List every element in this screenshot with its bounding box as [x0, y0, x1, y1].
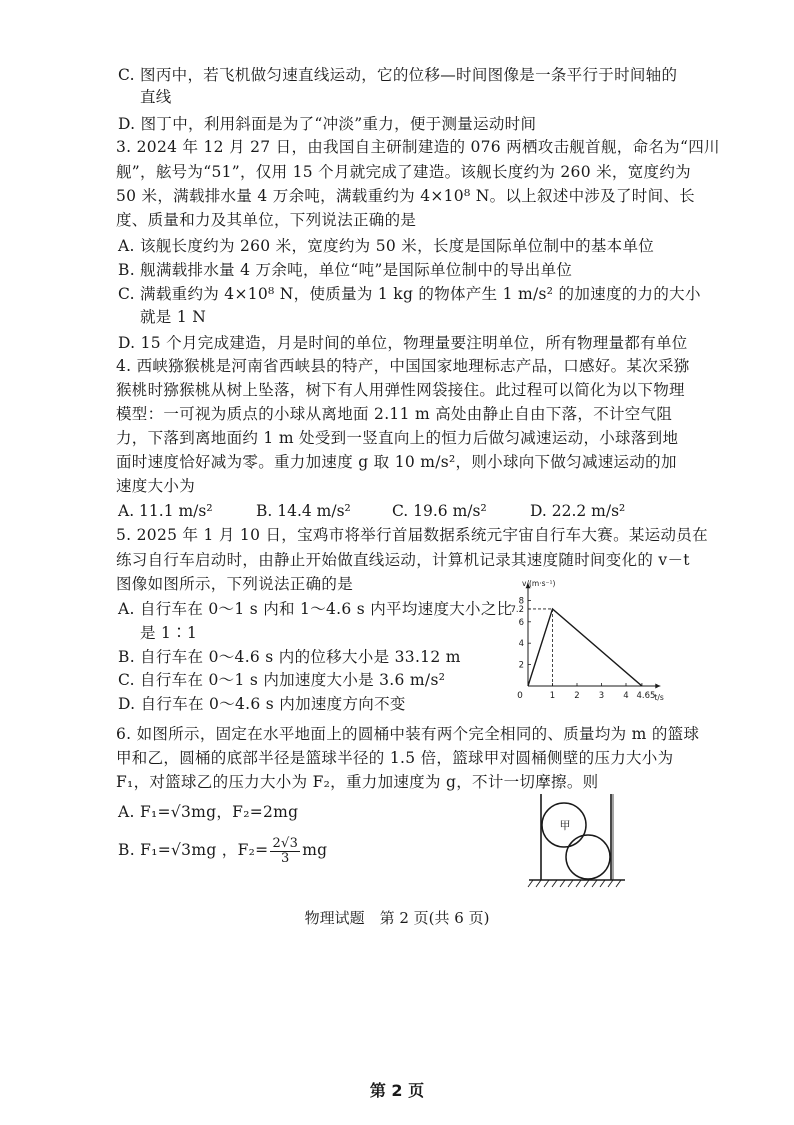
x-tick-label: 4	[623, 691, 629, 701]
page-footer: 物理试题 第 2 页(共 6 页)	[304, 909, 490, 927]
x-axis-label: t/s	[654, 693, 664, 702]
q5-option-d: D. 自行车在 0～4.6 s 内加速度方向不变	[118, 695, 406, 713]
vt-graph	[488, 572, 688, 722]
q5-stem-line3: 图像如图所示，下列说法正确的是	[116, 575, 354, 593]
q4-option-b: B. 14.4 m/s²	[256, 502, 351, 520]
q6-stem-line1: 6. 如图所示，固定在水平地面上的圆桶中装有两个完全相同的、质量均为 m 的篮球	[116, 725, 700, 743]
q3-option-c-line2: 就是 1 N	[140, 308, 207, 326]
q3-stem-line2: 舰”，舷号为“51”，仅用 15 个月就完成了建造。该舰长度约为 260 米，宽度约为	[116, 163, 691, 181]
q6-stem-line3: F₁，对篮球乙的压力大小为 F₂，重力加速度为 g，不计一切摩擦。则	[116, 773, 599, 791]
y-axis-label: v/(m·s⁻¹)	[522, 578, 556, 588]
q4-stem-line6: 速度大小为	[116, 477, 196, 495]
q5-stem-line2: 练习自行车启动时，由静止开始做直线运动，计算机记录其速度随时间变化的 v－t	[116, 551, 690, 569]
q4-option-c: C. 19.6 m/s²	[392, 502, 487, 520]
q3-option-b: B. 舰满载排水量 4 万余吨，单位“吨”是国际单位制中的导出单位	[118, 261, 573, 279]
q6-stem-line2: 甲和乙，圆桶的底部半径是篮球半径的 1.5 倍，篮球甲对圆桶侧壁的压力大小为	[116, 749, 674, 767]
ground-hatching	[528, 880, 621, 887]
q3-stem-line1: 3. 2024 年 12 月 27 日，由我国自主研制建造的 076 两栖攻击舰首舰，命名为“四川	[116, 138, 720, 156]
y-tick-label: 8	[518, 596, 524, 607]
x-tick-label: 4.65	[636, 691, 656, 701]
q6-option-b-suffix: mg	[302, 841, 328, 859]
q4-stem-line3: 模型：一可视为质点的小球从离地面 2.11 m 高处由静止自由下落，不计空气阻	[116, 405, 673, 423]
x-tick-label: 2	[574, 691, 580, 701]
q4-stem-line5: 面时速度恰好减为零。重力加速度 g 取 10 m/s²，则小球向下做匀减速运动的加	[116, 453, 677, 471]
q6-option-b-numerator: 2√3	[272, 835, 299, 851]
cylinder-diagram	[525, 792, 635, 892]
q5-stem-line1: 5. 2025 年 1 月 10 日，宝鸡市将举行首届数据系统元宇宙自行车大赛。某运动员在	[116, 526, 708, 544]
q2-option-c-line2: 直线	[140, 88, 172, 106]
velocity-series-line	[528, 609, 642, 686]
q2-option-c-line1: C. 图丙中，若飞机做匀速直线运动，它的位移—时间图像是一条平行于时间轴的	[118, 66, 678, 84]
q4-stem-line1: 4. 西峡猕猴桃是河南省西峡县的特产，中国国家地理标志产品，口感好。某次采猕	[116, 357, 690, 375]
ball-jia-label: 甲	[559, 819, 571, 832]
q4-option-d: D. 22.2 m/s²	[530, 502, 626, 520]
y-tick-label: 2	[518, 660, 524, 671]
q5-option-c: C. 自行车在 0～1 s 内加速度大小是 3.6 m/s²	[118, 671, 446, 689]
q6-option-b-fraction	[270, 837, 300, 866]
y-tick-label: 6	[518, 617, 524, 628]
q5-option-a-line2: 是 1∶1	[140, 624, 198, 642]
q3-option-a: A. 该舰长度约为 260 米，宽度约为 50 米，长度是国际单位制中的基本单位	[118, 237, 655, 255]
q3-option-c-line1: C. 满载重约为 4×10⁸ N，使质量为 1 kg 的物体产生 1 m/s² 的加速度的力的大小	[118, 285, 701, 303]
x-tick-label: 1	[549, 691, 556, 701]
q4-stem-line2: 猴桃时猕猴桃从树上坠落，树下有人用弹性网袋接住。此过程可以简化为以下物理	[116, 381, 685, 399]
q6-option-b-prefix: B. F₁=√3mg ，F₂=	[118, 841, 269, 859]
q6-option-a: A. F₁=√3mg，F₂=2mg	[118, 803, 299, 821]
q5-option-b: B. 自行车在 0～4.6 s 内的位移大小是 33.12 m	[118, 648, 461, 666]
ball-yi	[566, 835, 610, 879]
x-tick-label: 3	[598, 691, 605, 701]
x-axis-arrow	[655, 684, 660, 689]
q3-option-d: D. 15 个月完成建造，月是时间的单位，物理量要注明单位，所有物理量都有单位	[118, 334, 688, 352]
page-number-label: 第 2 页	[369, 1081, 425, 1100]
y-tick-label: 7.2	[510, 604, 524, 615]
q3-stem-line4: 度、质量和力及其单位，下列说法正确的是	[116, 211, 417, 229]
q6-option-b-denominator: 3	[281, 850, 290, 866]
q3-stem-line3: 50 米，满载排水量 4 万余吨，满载重约为 4×10⁸ N。以上叙述中涉及了时间、长	[116, 187, 695, 205]
y-tick-label: 4	[518, 639, 524, 650]
q4-option-a: A. 11.1 m/s²	[118, 502, 213, 520]
q2-option-d: D. 图丁中，利用斜面是为了“冲淡”重力，便于测量运动时间	[118, 115, 537, 133]
q5-option-a-line1: A. 自行车在 0～1 s 内和 1～4.6 s 内平均速度大小之比	[118, 600, 513, 618]
origin-label: 0	[517, 691, 523, 701]
q6-option-b	[118, 830, 327, 870]
q4-stem-line4: 力，下落到离地面约 1 m 处受到一竖直向上的恒力后做匀减速运动，小球落到地	[116, 429, 679, 447]
